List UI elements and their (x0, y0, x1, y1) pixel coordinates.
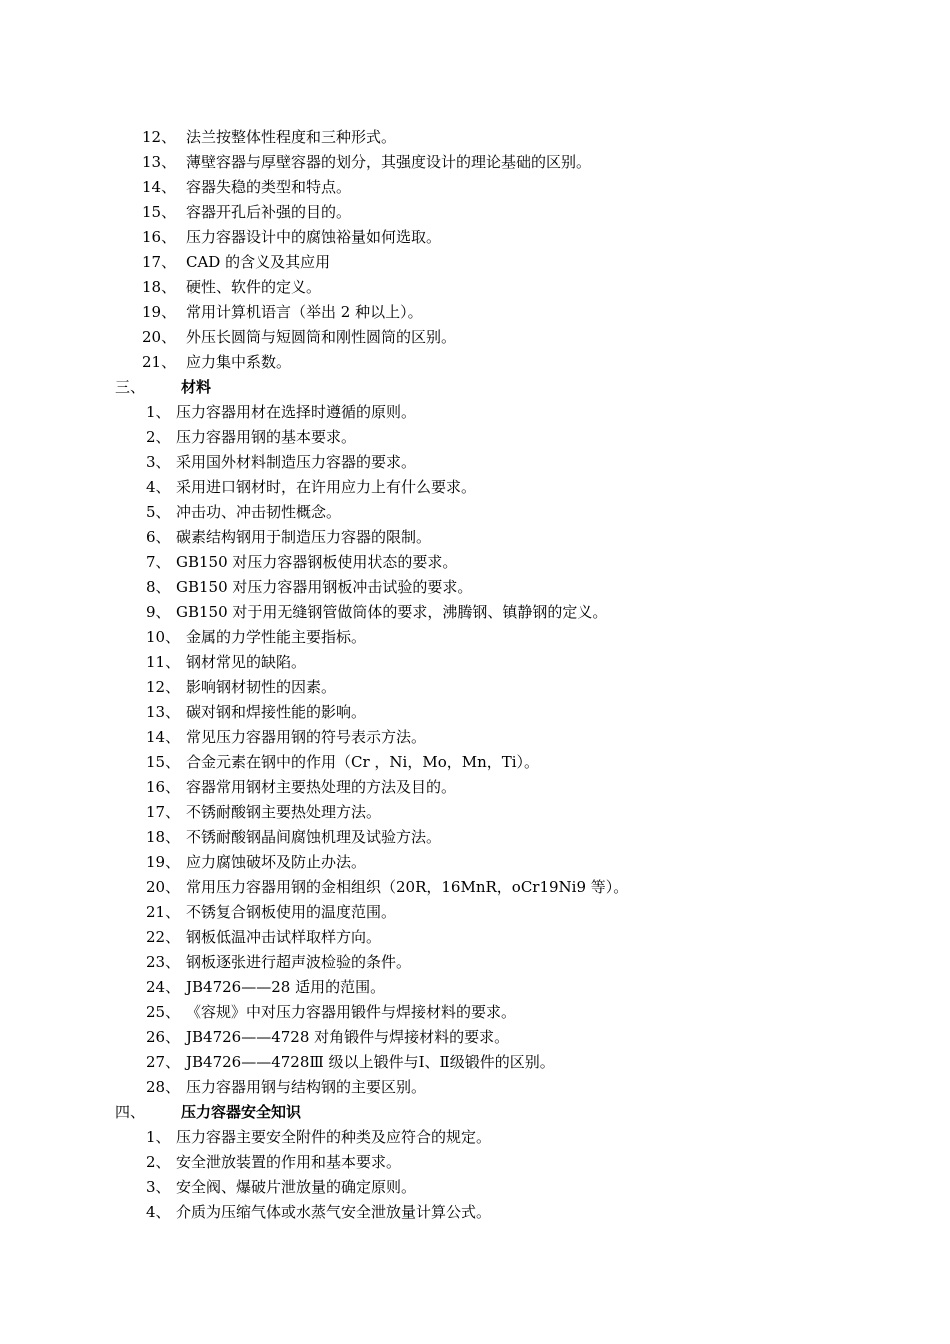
list-item: 15、 合金元素在钢中的作用（Cr ，Ni，Mo，Mn，Ti）。 (146, 753, 540, 771)
list-item: 1、 压力容器用材在选择时遵循的原则。 (146, 403, 417, 421)
list-item: 28、 压力容器用钢与结构钢的主要区别。 (146, 1078, 427, 1096)
list-item: 11、 钢材常见的缺陷。 (146, 653, 307, 671)
list-item: 13、 薄壁容器与厚壁容器的划分，其强度设计的理论基础的区别。 (142, 153, 592, 171)
list-item: 24、 JB4726——28 适用的范围。 (146, 978, 386, 996)
list-item: 2、 安全泄放装置的作用和基本要求。 (146, 1153, 402, 1171)
list-item: 15、 容器开孔后补强的目的。 (142, 203, 352, 221)
list-item: 16、 容器常用钢材主要热处理的方法及目的。 (146, 778, 457, 796)
list-item: 12、 影响钢材韧性的因素。 (146, 678, 337, 696)
list-item: 18、 不锈耐酸钢晶间腐蚀机理及试验方法。 (146, 828, 442, 846)
list-item: 21、 不锈复合钢板使用的温度范围。 (146, 903, 397, 921)
list-item: 22、 钢板低温冲击试样取样方向。 (146, 928, 382, 946)
list-item: 1、 压力容器主要安全附件的种类及应符合的规定。 (146, 1128, 492, 1146)
list-item: 13、 碳对钢和焊接性能的影响。 (146, 703, 367, 721)
list-item: 4、 介质为压缩气体或水蒸气安全泄放量计算公式。 (146, 1203, 492, 1221)
list-item: 8、 GB150 对压力容器用钢板冲击试验的要求。 (146, 578, 473, 596)
list-item: 20、 常用压力容器用钢的金相组织（20R，16MnR，oCr19Ni9 等）。 (146, 878, 629, 896)
list-item: 14、 容器失稳的类型和特点。 (142, 178, 352, 196)
list-item: 9、 GB150 对于用无缝钢管做筒体的要求，沸腾钢、镇静钢的定义。 (146, 603, 608, 621)
list-item: 19、 常用计算机语言（举出 2 种以上）。 (142, 303, 423, 321)
section-title: 材料 (181, 378, 212, 396)
list-item: 6、 碳素结构钢用于制造压力容器的限制。 (146, 528, 432, 546)
list-item: 20、 外压长圆筒与短圆筒和刚性圆筒的区别。 (142, 328, 457, 346)
section-heading-safety (115, 1102, 301, 1122)
list-item: 5、 冲击功、冲击韧性概念。 (146, 503, 342, 521)
list-item: 16、 压力容器设计中的腐蚀裕量如何选取。 (142, 228, 442, 246)
list-item: 26、 JB4726——4728 对角锻件与焊接材料的要求。 (146, 1028, 510, 1046)
section-title: 压力容器安全知识 (181, 1103, 302, 1121)
list-item: 4、 采用进口钢材时，在许用应力上有什么要求。 (146, 478, 477, 496)
list-item: 27、 JB4726——4728Ⅲ 级以上锻件与Ⅰ、Ⅱ级锻件的区别。 (146, 1053, 555, 1071)
list-item: 7、 GB150 对压力容器钢板使用状态的要求。 (146, 553, 458, 571)
list-item: 17、 CAD 的含义及其应用 (142, 253, 331, 271)
section-heading-materials (115, 377, 211, 397)
list-item: 19、 应力腐蚀破坏及防止办法。 (146, 853, 367, 871)
list-item: 14、 常见压力容器用钢的符号表示方法。 (146, 728, 427, 746)
list-item: 21、 应力集中系数。 (142, 353, 292, 371)
list-item: 2、 压力容器用钢的基本要求。 (146, 428, 357, 446)
list-item: 12、 法兰按整体性程度和三种形式。 (142, 128, 397, 146)
list-item: 17、 不锈耐酸钢主要热处理方法。 (146, 803, 382, 821)
list-item: 3、 安全阀、爆破片泄放量的确定原则。 (146, 1178, 417, 1196)
list-item: 3、 采用国外材料制造压力容器的要求。 (146, 453, 417, 471)
list-item: 10、 金属的力学性能主要指标。 (146, 628, 367, 646)
section-number: 三、 (115, 378, 146, 396)
section-number: 四、 (115, 1103, 146, 1121)
list-item: 18、 硬性、软件的定义。 (142, 278, 322, 296)
list-item: 23、 钢板逐张进行超声波检验的条件。 (146, 953, 412, 971)
list-item: 25、 《容规》中对压力容器用锻件与焊接材料的要求。 (146, 1003, 517, 1021)
